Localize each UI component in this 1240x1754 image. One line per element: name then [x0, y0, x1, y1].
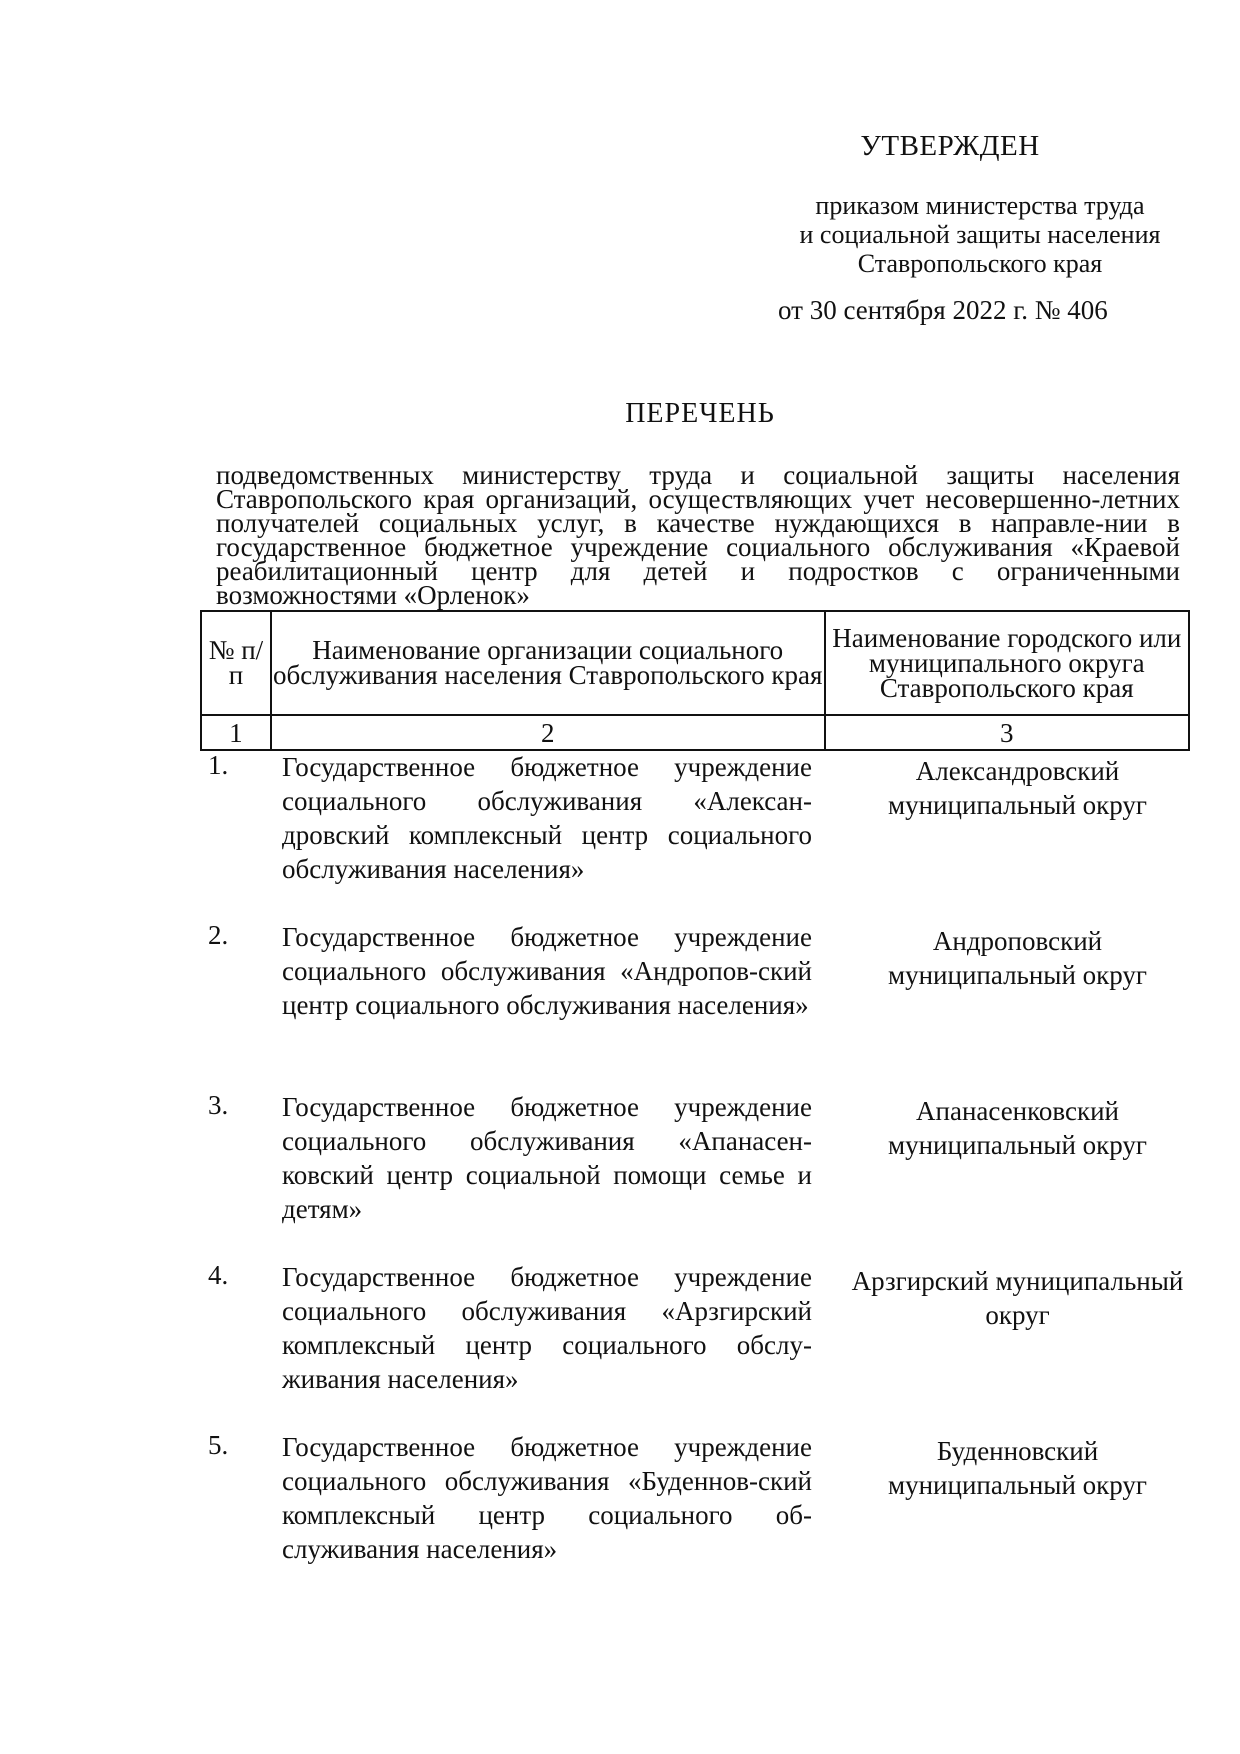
row-number: 3.	[208, 1090, 229, 1120]
approval-heading: УТВЕРЖДЕН	[860, 130, 1040, 162]
table-row	[200, 1260, 1190, 1430]
approval-line-2: и социальной защиты населения	[799, 220, 1161, 249]
list-table-header	[200, 610, 1190, 751]
header-organization: Наименование организации социального обслуживания населения Ставропольского края	[271, 611, 825, 715]
row-organization: Государственное бюджетное учреждение социального обслуживания «Алексан-дровский комплексный центр социального обслуживания населения»	[282, 752, 812, 884]
list-rows	[200, 750, 1190, 1600]
row-district: Апанасенковский муниципальный округ	[888, 1096, 1147, 1160]
row-number: 1.	[208, 750, 229, 780]
header-row	[201, 611, 1189, 715]
column-number-3: 3	[825, 715, 1189, 750]
row-number: 2.	[208, 920, 229, 950]
row-organization: Государственное бюджетное учреждение социального обслуживания «Арзгирский комплексный центр социального обслу-живания населения»	[282, 1262, 812, 1394]
approval-block	[760, 130, 1200, 278]
row-number: 5.	[208, 1430, 229, 1460]
column-number-row	[201, 715, 1189, 750]
approval-line-3: Ставропольского края	[857, 249, 1103, 278]
row-district: Андроповский муниципальный округ	[888, 926, 1147, 990]
table-row	[200, 920, 1190, 1090]
row-district: Александровский муниципальный округ	[888, 756, 1147, 820]
approval-authority	[760, 191, 1200, 278]
column-number-1: 1	[201, 715, 271, 750]
approval-line-1: приказом министерства труда	[815, 191, 1145, 220]
row-organization: Государственное бюджетное учреждение социального обслуживания «Апанасен-ковский центр социальной помощи семье и детям»	[282, 1092, 812, 1224]
table-row	[200, 1090, 1190, 1260]
header-district: Наименование городского или муниципального округа Ставропольского края	[825, 611, 1189, 715]
row-organization: Государственное бюджетное учреждение социального обслуживания «Буденнов-ский комплексный центр социального об-служивания населения»	[282, 1432, 812, 1564]
row-number: 4.	[208, 1260, 229, 1290]
document-title: ПЕРЕЧЕНЬ	[625, 398, 775, 429]
document-subtitle: подведомственных министерству труда и социальной защиты населения Ставропольского края организаций, осуществляющих учет несовершенно-летних получателей социальных услуг, в качестве нуждающихся в направле-нии в государственное бюджетное учреждение социального обслуживания «Краевой реабилитационный центр для детей и подростков с ограниченными возможностями «Орленок»	[216, 460, 1180, 610]
table-row	[200, 1430, 1190, 1600]
approval-date: от 30 сентября 2022 г. № 406	[778, 295, 1108, 325]
row-district: Арзгирский муниципальный округ	[851, 1266, 1184, 1330]
row-district: Буденновский муниципальный округ	[888, 1436, 1147, 1500]
column-number-2: 2	[271, 715, 825, 750]
table-row	[200, 750, 1190, 920]
row-organization: Государственное бюджетное учреждение социального обслуживания «Андропов-ский центр социального обслуживания населения»	[282, 922, 812, 1020]
header-number: № п/п	[201, 611, 271, 715]
